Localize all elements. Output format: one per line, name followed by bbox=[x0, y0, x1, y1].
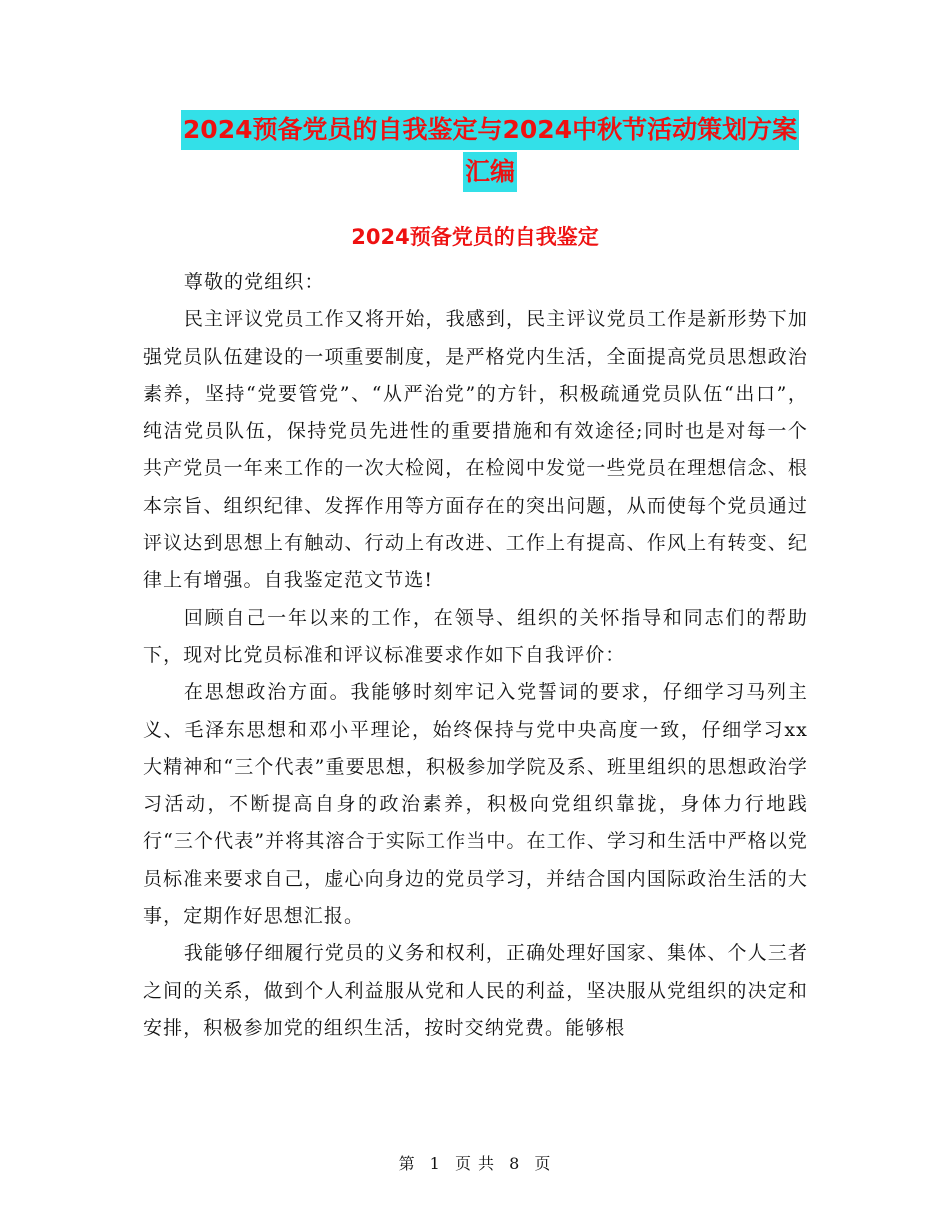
document-title bbox=[140, 110, 840, 192]
document-body bbox=[143, 264, 808, 1047]
footer-total-pages: 8 bbox=[509, 1154, 521, 1173]
body-paragraph: 民主评议党员工作又将开始，我感到，民主评议党员工作是新形势下加强党员队伍建设的一项重要制度，是严格党内生活，全面提高党员思想政治素养，坚持“党要管党”、“从严治党”的方针，积极疏通党员队伍“出口”，纯洁党员队伍，保持党员先进性的重要措施和有效途径;同时也是对每一个共产党员一年来工作的一次大检阅，在检阅中发觉一些党员在理想信念、根本宗旨、组织纪律、发挥作用等方面存在的突出问题，从而使每个党员通过评议达到思想上有触动、行动上有改进、工作上有提高、作风上有转变、纪律上有增强。自我鉴定范文节选! bbox=[143, 308, 808, 592]
body-paragraph: 回顾自己一年以来的工作，在领导、组织的关怀指导和同志们的帮助下，现对比党员标准和评议标准要求作如下自我评价： bbox=[143, 606, 808, 666]
title-line-1: 2024预备党员的自我鉴定与2024中秋节活动策划方案 bbox=[181, 110, 799, 150]
footer-suffix: 页 bbox=[534, 1154, 552, 1173]
footer-prefix: 第 bbox=[398, 1154, 416, 1173]
body-paragraph: 我能够仔细履行党员的义务和权利，正确处理好国家、集体、个人三者之间的关系，做到个人利益服从党和人民的利益，坚决服从党组织的决定和安排，积极参加党的组织生活，按时交纳党费。能够根 bbox=[143, 942, 808, 1039]
section-title: 2024预备党员的自我鉴定 bbox=[351, 225, 599, 249]
title-line-2: 汇编 bbox=[463, 152, 517, 192]
footer-middle: 页 共 bbox=[454, 1154, 496, 1173]
body-paragraph: 在思想政治方面。我能够时刻牢记入党誓词的要求，仔细学习马列主义、毛泽东思想和邓小平理论，始终保持与党中央高度一致，仔细学习xx大精神和“三个代表”重要思想，积极参加学院及系、班里组织的思想政治学习活动，不断提高自身的政治素养，积极向党组织靠拢，身体力行地践行“三个代表”并将其溶合于实际工作当中。在工作、学习和生活中严格以党员标准来要求自己，虚心向身边的党员学习，并结合国内国际政治生活的大事，定期作好思想汇报。 bbox=[143, 681, 808, 928]
page-number-footer bbox=[0, 1152, 950, 1176]
salutation-paragraph: 尊敬的党组织： bbox=[183, 271, 325, 293]
footer-current-page: 1 bbox=[429, 1154, 441, 1173]
